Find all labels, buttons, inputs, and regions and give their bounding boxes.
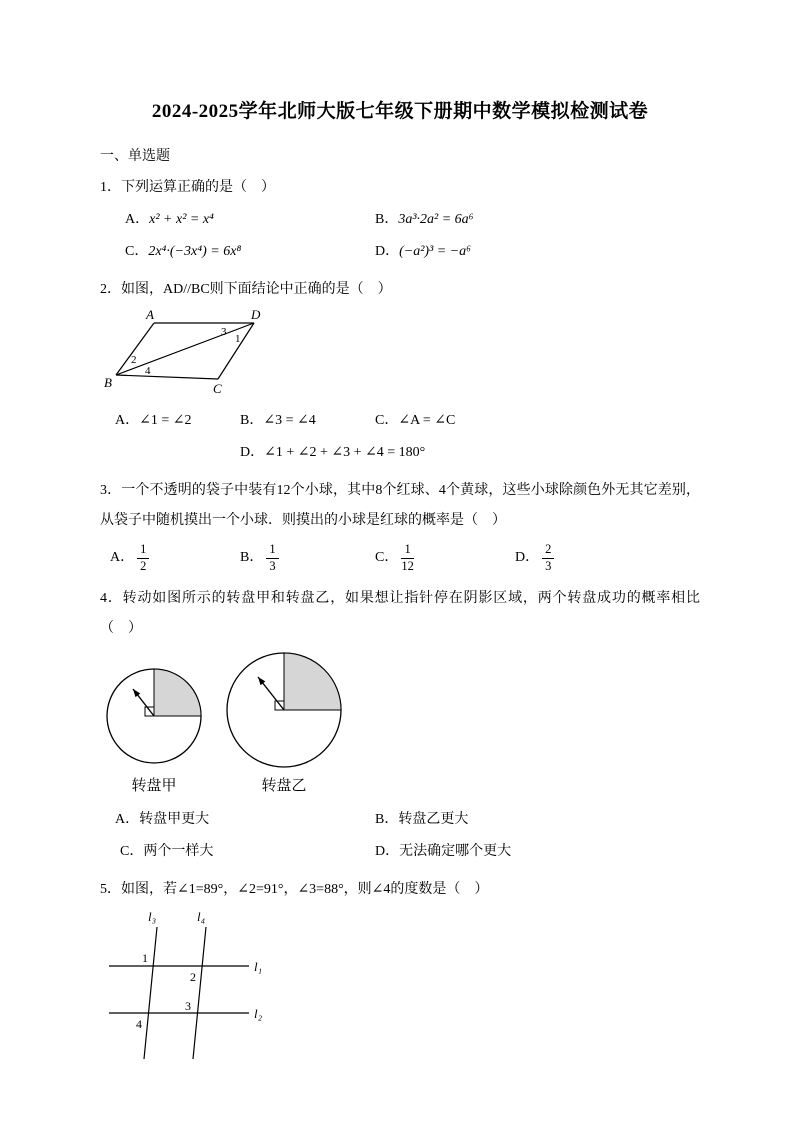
q3-option-c: [375, 540, 515, 576]
angle-label-3: 3: [221, 326, 227, 338]
q3-stem: 3．一个不透明的袋子中装有12个小球，其中8个红球、4个黄球，这些小球除颜色外无其它差别，从袋子中随机摸出一个小球．则摸出的小球是红球的概率是（ ）: [100, 483, 700, 528]
q2-option-b-text: ∠3 = ∠4: [263, 413, 316, 428]
q2-option-a-label: A．: [115, 413, 140, 428]
q1-option-c: [125, 237, 375, 267]
q4-stem: 4．转动如图所示的转盘甲和转盘乙，如果想让指针停在阴影区域，两个转盘成功的概率相比（ ）: [100, 591, 700, 636]
question-5: [100, 875, 700, 1069]
q4-option-d-label: D．: [375, 844, 400, 859]
q5-figure: [104, 909, 700, 1069]
section-heading: 一、单选题: [100, 149, 170, 164]
q3-option-c-label: C．: [375, 550, 399, 565]
segment-bc: [116, 375, 218, 379]
q2-option-b-label: B．: [240, 413, 264, 428]
angle-label-4: 4: [136, 1017, 142, 1031]
q5-line-labels: [148, 909, 263, 1021]
q1-option-a-text: x² + x² = x⁴: [149, 212, 214, 227]
spinner-yi-label: 转盘乙: [261, 778, 307, 794]
fraction-denominator: 2: [140, 558, 147, 573]
q2-option-d: [240, 438, 425, 468]
q5-stem: 5．如图，若∠1=89°，∠2=91°，∠3=88°，则∠4的度数是（ ）: [100, 882, 489, 897]
fraction-denominator: 3: [545, 558, 552, 573]
q1-option-c-label: C．: [125, 244, 149, 259]
q3-option-a: [110, 540, 240, 576]
q3-option-b-label: B．: [240, 550, 264, 565]
q3-option-d-fraction: [542, 543, 554, 574]
point-label-d: D: [251, 309, 261, 322]
fraction-denominator: 3: [269, 558, 276, 573]
line-label-l1: l₁: [254, 959, 263, 974]
q2-option-c-text: ∠A = ∠C: [398, 413, 456, 428]
q2-point-labels: [104, 309, 261, 396]
q3-option-a-fraction: [137, 543, 149, 574]
q2-options-row-2: [100, 438, 700, 468]
q2-option-d-label: D．: [240, 445, 265, 460]
q1-option-a-label: A．: [125, 212, 150, 227]
question-1: [100, 173, 700, 267]
q5-figure-svg: [104, 909, 279, 1064]
q1-options-row-1: [100, 205, 700, 235]
q1-option-b-text: 3a³·2a² = 6a⁶: [398, 212, 474, 227]
q2-option-b: [240, 406, 375, 436]
angle-label-2: 2: [190, 970, 196, 984]
angle-label-2: 2: [131, 354, 137, 366]
spinner-yi-shaded-sector: [284, 653, 341, 710]
page-title: 2024-2025学年北师大版七年级下册期中数学模拟检测试卷: [151, 101, 649, 122]
q4-figure-svg: [104, 648, 344, 798]
line-label-l4: l₄: [197, 909, 206, 924]
q1-option-d-label: D．: [375, 244, 400, 259]
q1-option-d-text: (−a²)³ = −a⁶: [399, 244, 472, 259]
question-2: [100, 275, 700, 468]
angle-label-1: 1: [235, 333, 241, 345]
line-label-l2: l₂: [254, 1006, 263, 1021]
spinner-jia-label: 转盘甲: [131, 778, 177, 794]
q3-option-b-fraction: [266, 543, 278, 574]
q3-option-d-label: D．: [515, 550, 540, 565]
angle-label-1: 1: [142, 951, 148, 965]
q1-options-row-2: [100, 237, 700, 267]
q3-option-d: [515, 540, 554, 576]
q1-option-d: [375, 237, 471, 267]
question-4: [100, 584, 700, 867]
q2-option-a: [115, 406, 240, 436]
q2-option-c: [375, 406, 455, 436]
q1-option-b: [375, 205, 474, 235]
q4-option-a-label: A．: [115, 812, 140, 827]
fraction-denominator: 12: [401, 558, 414, 573]
line-l3: [144, 927, 157, 1059]
q4-options-row-2: [100, 837, 700, 867]
q4-option-a-text: 转盘甲更大: [139, 812, 210, 827]
spinner-jia-shaded-sector: [154, 669, 201, 716]
q4-option-c-text: 两个一样大: [143, 844, 214, 859]
q1-stem: 1．下列运算正确的是（ ）: [100, 180, 275, 195]
q4-option-d-text: 无法确定哪个更大: [399, 844, 512, 859]
fraction-numerator: 1: [137, 543, 149, 559]
line-label-l3: l₃: [148, 909, 157, 924]
fraction-numerator: 2: [542, 543, 554, 559]
q2-figure: [104, 309, 700, 404]
line-l4: [193, 927, 206, 1059]
q4-option-c: [120, 837, 375, 867]
angle-label-3: 3: [185, 999, 191, 1013]
fraction-numerator: 1: [401, 543, 413, 559]
q4-option-b-text: 转盘乙更大: [398, 812, 469, 827]
q3-options-row: [100, 540, 700, 576]
q2-option-a-text: ∠1 = ∠2: [139, 413, 192, 428]
q5-angle-labels: [136, 951, 196, 1031]
q3-option-b: [240, 540, 375, 576]
angle-label-4: 4: [145, 365, 151, 377]
question-3: [100, 476, 700, 576]
q4-figure: [104, 648, 700, 803]
q2-option-d-text: ∠1 + ∠2 + ∠3 + ∠4 = 180°: [264, 445, 426, 460]
q1-option-b-label: B．: [375, 212, 399, 227]
q4-option-d: [375, 837, 511, 867]
q4-options-row-1: [100, 805, 700, 835]
q4-option-a: [115, 805, 375, 835]
q2-options-row-1: [100, 406, 700, 436]
q1-option-c-text: 2x⁴·(−3x⁴) = 6x⁸: [148, 244, 242, 259]
q1-option-a: [125, 205, 375, 235]
q2-option-c-label: C．: [375, 413, 399, 428]
q4-option-b: [375, 805, 468, 835]
q5-figure-lines: [109, 927, 249, 1059]
segment-bd-diagonal: [116, 323, 254, 375]
point-label-b: B: [104, 375, 112, 390]
point-label-a: A: [146, 309, 154, 322]
fraction-numerator: 1: [266, 543, 278, 559]
q4-option-c-label: C．: [120, 844, 144, 859]
q2-figure-lines: [116, 323, 254, 379]
q3-option-a-label: A．: [110, 550, 135, 565]
q4-option-b-label: B．: [375, 812, 399, 827]
q2-figure-svg: [104, 309, 279, 399]
q2-stem: 2．如图，AD//BC则下面结论中正确的是（ ）: [100, 282, 392, 297]
q3-option-c-fraction: [401, 543, 414, 574]
point-label-c: C: [213, 381, 222, 396]
